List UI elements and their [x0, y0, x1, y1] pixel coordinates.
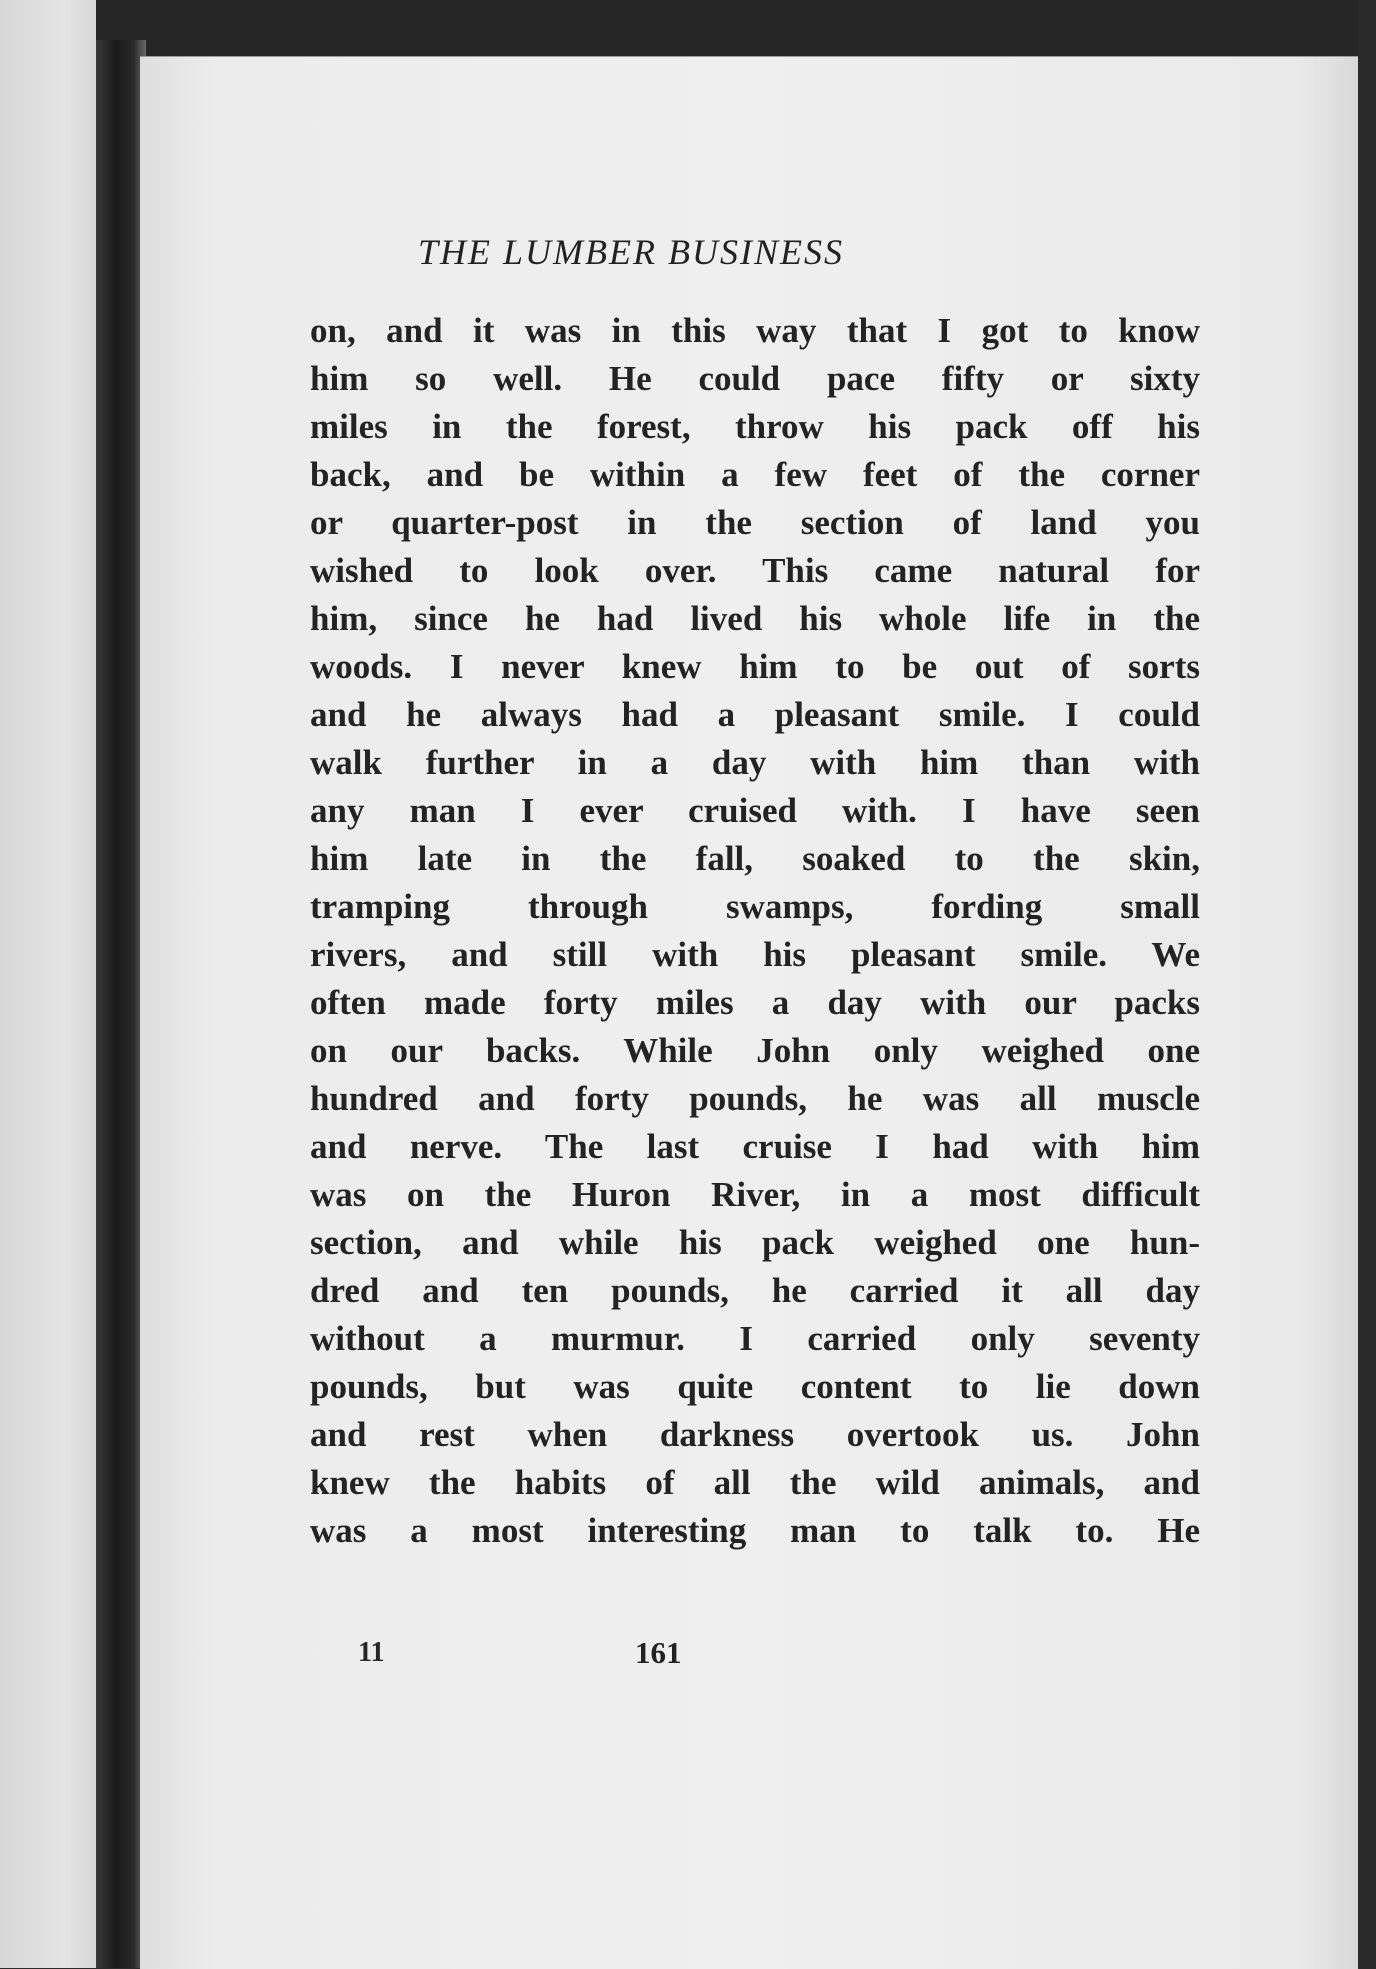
text-line: hundred and forty pounds, he was all muscle [310, 1079, 1200, 1118]
scan-top-edge [96, 0, 1376, 58]
text-line: or quarter-post in the section of land you [310, 503, 1200, 542]
text-line: any man I ever cruised with. I have seen [310, 791, 1200, 830]
text-line: him, since he had lived his whole life in the [310, 599, 1200, 638]
text-line: without a murmur. I carried only seventy [310, 1319, 1200, 1358]
text-line: section, and while his pack weighed one hun- [310, 1223, 1200, 1262]
running-head: THE LUMBER BUSINESS [418, 232, 844, 272]
text-line: and he always had a pleasant smile. I could [310, 695, 1200, 734]
text-line: him late in the fall, soaked to the skin, [310, 839, 1200, 878]
text-line: was a most interesting man to talk to. He [310, 1511, 1200, 1550]
text-line: rivers, and still with his pleasant smile. We [310, 935, 1200, 974]
text-line: and rest when darkness overtook us. John [310, 1415, 1200, 1454]
text-line: on our backs. While John only weighed one [310, 1031, 1200, 1070]
text-line: tramping through swamps, fording small [310, 887, 1200, 926]
page-number: 161 [635, 1635, 682, 1670]
book-page [140, 56, 1358, 1969]
text-line: back, and be within a few feet of the corner [310, 455, 1200, 494]
text-line: was on the Huron River, in a most difficult [310, 1175, 1200, 1214]
text-line: dred and ten pounds, he carried it all day [310, 1271, 1200, 1310]
text-line: him so well. He could pace fifty or sixty [310, 359, 1200, 398]
text-line: and nerve. The last cruise I had with him [310, 1127, 1200, 1166]
book-spine [96, 40, 146, 1968]
signature-mark: 11 [358, 1637, 385, 1668]
text-line: wished to look over. This came natural for [310, 551, 1200, 590]
text-line: knew the habits of all the wild animals, and [310, 1463, 1200, 1502]
body-text [310, 307, 1200, 1555]
text-line: on, and it was in this way that I got to know [310, 311, 1200, 350]
text-line: woods. I never knew him to be out of sorts [310, 647, 1200, 686]
text-line: miles in the forest, throw his pack off his [310, 407, 1200, 446]
text-line: walk further in a day with him than with [310, 743, 1200, 782]
scan-right-edge [1358, 0, 1376, 1968]
text-line: often made forty miles a day with our packs [310, 983, 1200, 1022]
text-line: pounds, but was quite content to lie down [310, 1367, 1200, 1406]
